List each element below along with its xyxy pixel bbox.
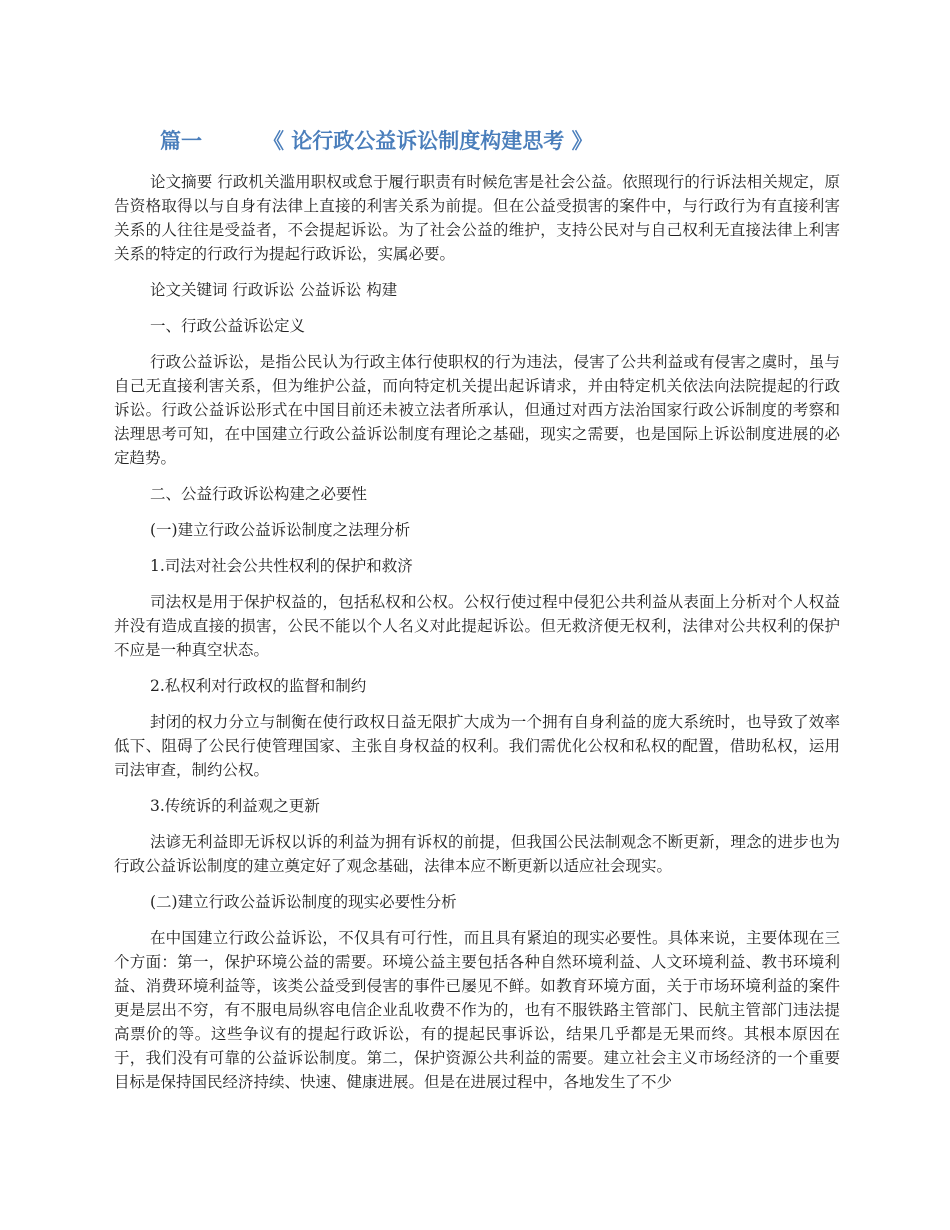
paragraph-definition: 行政公益诉讼，是指公民认为行政主体行使职权的行为违法，侵害了公共利益或有侵害之虞时，虽与自己无直接利害关系，但为维护公益，而向特定机关提出起诉请求，并由特定机关依法向法院提起的行政诉讼。行政公益诉讼形式在中国目前还未被立法者所承认，但通过对西方法治国家行政公诉制度的考察和法理思考可知，在中国建立行政公益诉讼制度有理论之基础，现实之需要，也是国际上诉讼制度进展的必定趋势。 xyxy=(114,353,840,467)
paragraph-litigation-interest: 法谚无利益即无诉权以诉的利益为拥有诉权的前提，但我国公民法制观念不断更新，理念的进步也为行政公益诉讼制度的建立奠定好了观念基础，法律本应不断更新以适应社会现实。 xyxy=(114,833,840,875)
title-text: 《 论行政公益诉讼制度构建思考 》 xyxy=(263,129,593,153)
item-heading-3: 3.传统诉的利益观之更新 xyxy=(150,797,320,815)
subsection-heading-legal: (一)建立行政公益诉讼制度之法理分析 xyxy=(150,521,411,539)
item-heading-1: 1.司法对社会公共性权利的保护和救济 xyxy=(150,557,413,575)
document-body xyxy=(114,170,840,1106)
keywords-line: 论文关键词 行政诉讼 公益诉讼 构建 xyxy=(150,281,398,299)
paragraph-reality: 在中国建立行政公益诉讼，不仅具有可行性，而且具有紧迫的现实必要性。具体来说，主要体现在三个方面：第一，保护环境公益的需要。环境公益主要包括各种自然环境利益、人文环境利益、教书环境利益、消费环境利益等，该类公益受到侵害的事件已屡见不鲜。如教育环境方面，关于市场环境利益的案件更是层出不穷，有不服电局纵容电信企业乱收费不作为的，也有不服铁路主管部门、民航主管部门违法提高票价的等。这些争议有的提起行政诉讼，有的提起民事诉讼，结果几乎都是无果而终。其根本原因在于，我们没有可靠的公益诉讼制度。第二，保护资源公共利益的需要。建立社会主义市场经济的一个重要目标是保持国民经济持续、快速、健康进展。但是在进展过程中，各地发生了不少 xyxy=(114,929,840,1091)
paragraph-judicial-protection: 司法权是用于保护权益的，包括私权和公权。公权行使过程中侵犯公共利益从表面上分析对个人权益并没有造成直接的损害，公民不能以个人名义对此提起诉讼。但无救济便无权利，法律对公共权利的保护不应是一种真空状态。 xyxy=(114,593,840,659)
title-label: 篇一 xyxy=(160,129,202,153)
paragraph-private-rights: 封闭的权力分立与制衡在使行政权日益无限扩大成为一个拥有自身利益的庞大系统时，也导致了效率低下、阻碍了公民行使管理国家、主张自身权益的权利。我们需优化公权和私权的配置，借助私权，运用司法审查，制约公权。 xyxy=(114,713,840,779)
item-heading-2: 2.私权利对行政权的监督和制约 xyxy=(150,677,367,695)
section-heading-2: 二、公益行政诉讼构建之必要性 xyxy=(150,485,368,503)
document-title xyxy=(160,126,860,156)
abstract-paragraph: 论文摘要 行政机关滥用职权或怠于履行职责有时候危害是社会公益。依照现行的行诉法相关规定，原告资格取得以与自身有法律上直接的利害关系为前提。但在公益受损害的案件中，与行政行为有直接利害关系的人往往是受益者，不会提起诉讼。为了社会公益的维护，支持公民对与自己权利无直接法律上利害关系的特定的行政行为提起行政诉讼，实属必要。 xyxy=(114,173,840,263)
section-heading-1: 一、行政公益诉讼定义 xyxy=(150,317,306,335)
subsection-heading-reality: (二)建立行政公益诉讼制度的现实必要性分析 xyxy=(150,893,457,911)
